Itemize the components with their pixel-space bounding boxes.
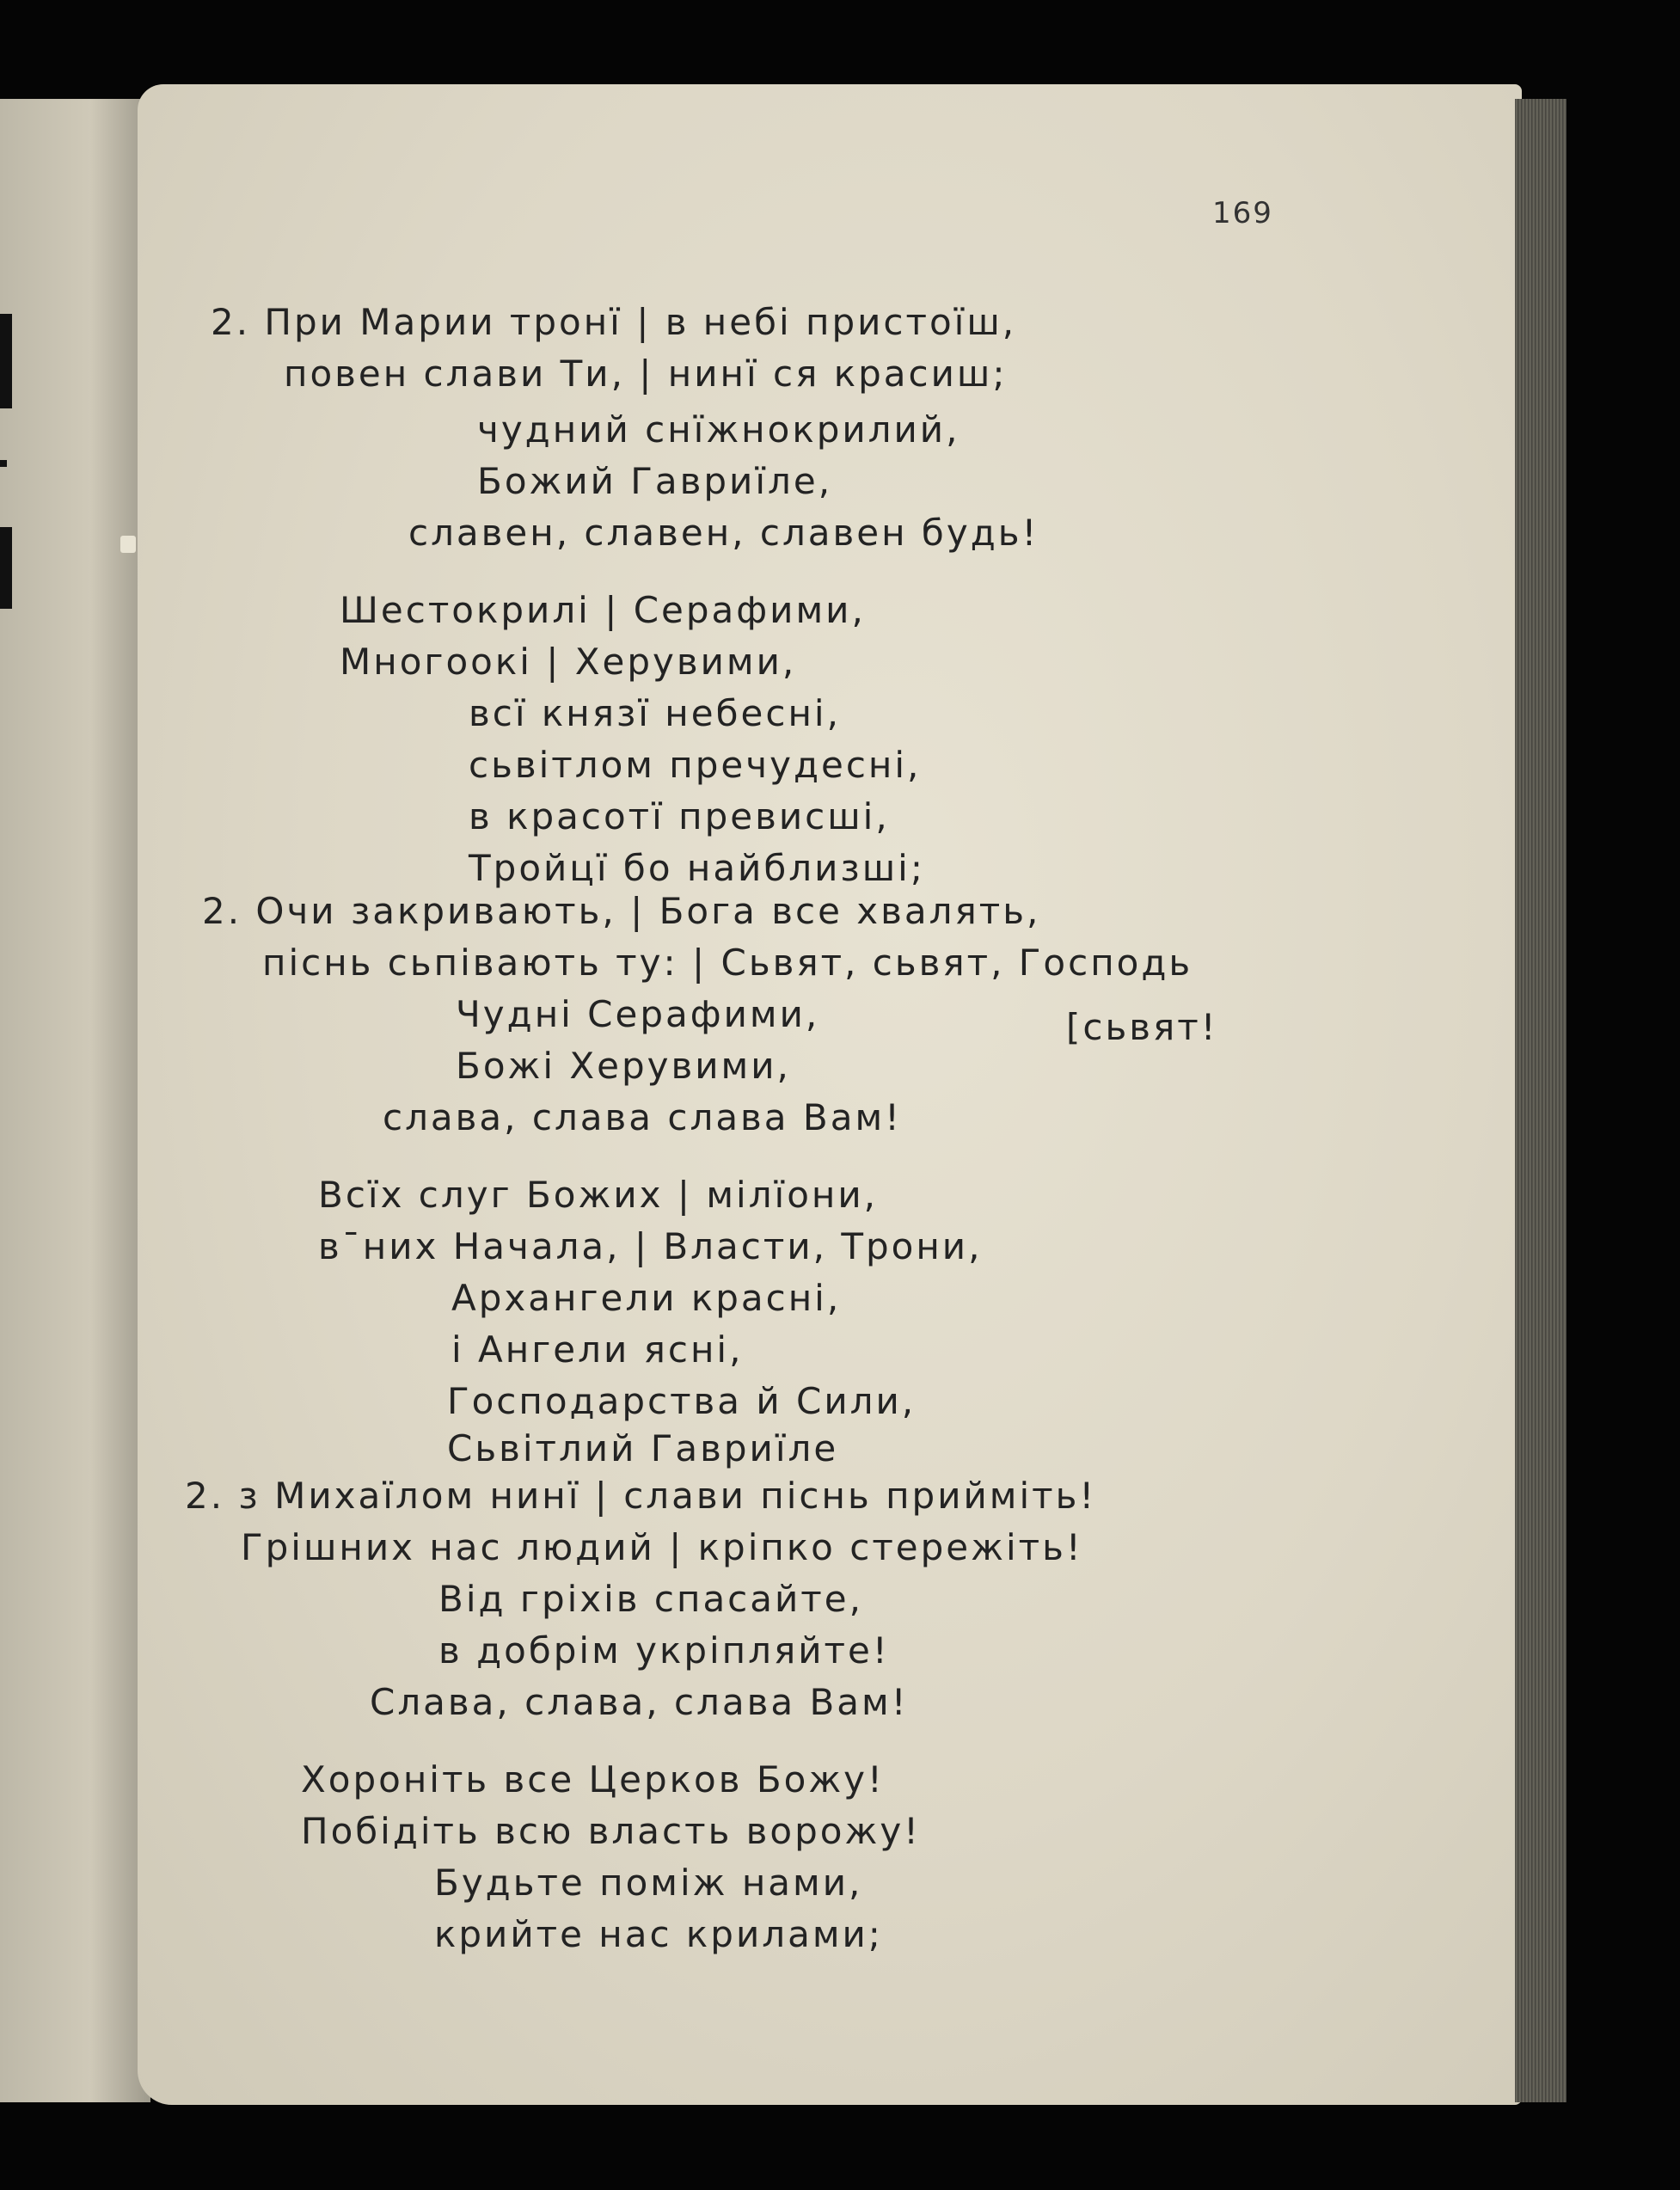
poem-line: Будьте поміж нами, [434,1862,863,1904]
poem-line: повен слави Ти, | нинї ся красиш; [284,353,1008,395]
poem-line: в добрім укріпляйте! [438,1629,890,1672]
poem-line: Многоокі | Херувими, [340,641,797,683]
poem-line: Всїх слуг Божих | мілїони, [318,1174,879,1216]
poem-line: 2. При Марии тронї | в небі пристоїш, [211,301,1017,343]
poem-line: Тройцї бо найблизші; [469,847,925,889]
poem-line: [сьвят! [1066,1006,1218,1048]
poem-line: 2. Очи закривають, | Бога все хвалять, [202,890,1041,932]
poem-line: вˉних Начала, | Власти, Трони, [318,1225,983,1267]
poem-line: крийте нас крилами; [434,1913,883,1955]
poem-line: Грішних нас людий | кріпко стережіть! [241,1526,1083,1568]
poem-line: Божий Гавриїле, [477,460,833,502]
poem-line: і Ангели ясні, [451,1328,744,1371]
poem-line: Чудні Серафими, [456,993,820,1035]
poem-line: піснь сьпівають ту: | Сьвят, сьвят, Господь [262,942,1193,984]
poem-line: Хороніть все Церков Божу! [301,1758,885,1800]
poem-line: Побідіть всю власть ворожу! [301,1810,922,1852]
poem-line: 2. з Михаїлом нинї | слави піснь прийміть! [185,1475,1097,1517]
poem-line: Господарства й Сили, [447,1380,917,1422]
poem-line: Сьвітлий Гавриїле [447,1427,839,1469]
page-number: 169 [1212,196,1273,230]
poem-line: Слава, слава, слава Вам! [370,1681,909,1723]
poem-line: в красотї превисші, [469,795,890,837]
poem-line: Від гріхів спасайте, [438,1578,863,1620]
poem-line: славен, славен, славен будь! [408,512,1039,554]
poem-line: Божі Херувими, [456,1045,791,1087]
poem-line: Шестокрилі | Серафими, [340,589,866,631]
poem-line: всї князї небесні, [469,692,841,734]
poem-line: слава, слава слава Вам! [383,1096,902,1138]
poem-line: чудний снїжнокрилий, [477,408,960,451]
poem-line: Архангели красні, [451,1277,842,1319]
poem-line: сьвітлом пречудесні, [469,744,922,786]
